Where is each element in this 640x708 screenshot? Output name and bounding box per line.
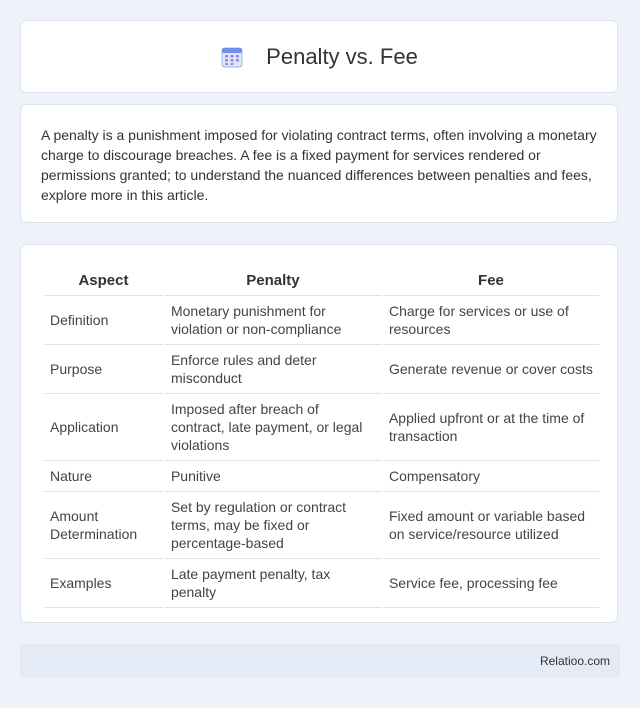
page-title: Penalty vs. Fee: [266, 43, 418, 69]
aspect-cell: Application: [44, 394, 163, 461]
table-row: [44, 394, 599, 461]
fee-cell: Charge for services or use of resources: [383, 296, 599, 345]
table-row: [44, 492, 599, 559]
footer-brand: Relatioo.com: [539, 654, 610, 668]
aspect-cell: Amount Determination: [44, 492, 163, 559]
intro-card: [20, 104, 618, 223]
header-fee: Fee: [383, 265, 599, 296]
fee-cell: Fixed amount or variable based on service/resource utilized: [383, 492, 599, 559]
penalty-cell: Enforce rules and deter misconduct: [165, 345, 381, 394]
aspect-cell: Nature: [44, 461, 163, 492]
penalty-cell: Monetary punishment for violation or non-compliance: [165, 296, 381, 345]
fee-cell: Applied upfront or at the time of transaction: [383, 394, 599, 461]
comparison-table: [42, 265, 601, 608]
header-aspect: Aspect: [44, 265, 163, 296]
penalty-cell: Late payment penalty, tax penalty: [165, 559, 381, 608]
footer: [20, 644, 620, 678]
penalty-cell: Set by regulation or contract terms, may be fixed or percentage-based: [165, 492, 381, 559]
aspect-cell: Examples: [44, 559, 163, 608]
header-penalty: Penalty: [165, 265, 381, 296]
penalty-cell: Punitive: [165, 461, 381, 492]
fee-cell: Service fee, processing fee: [383, 559, 599, 608]
penalty-cell: Imposed after breach of contract, late payment, or legal violations: [165, 394, 381, 461]
table-card: [20, 244, 618, 623]
aspect-cell: Purpose: [44, 345, 163, 394]
fee-cell: Generate revenue or cover costs: [383, 345, 599, 394]
table-header-row: [44, 265, 599, 296]
title-card: [20, 20, 618, 93]
aspect-cell: Definition: [44, 296, 163, 345]
calendar-icon: [220, 45, 244, 69]
intro-text: A penalty is a punishment imposed for violating contract terms, often involving a monetary charge to discourage breaches. A fee is a fixed payment for services rendered or permissions granted; to understand the nuanced differences between penalties and fees, explore more in this article.: [41, 127, 597, 203]
table-row: [44, 296, 599, 345]
table-row: [44, 461, 599, 492]
fee-cell: Compensatory: [383, 461, 599, 492]
table-row: [44, 559, 599, 608]
table-row: [44, 345, 599, 394]
